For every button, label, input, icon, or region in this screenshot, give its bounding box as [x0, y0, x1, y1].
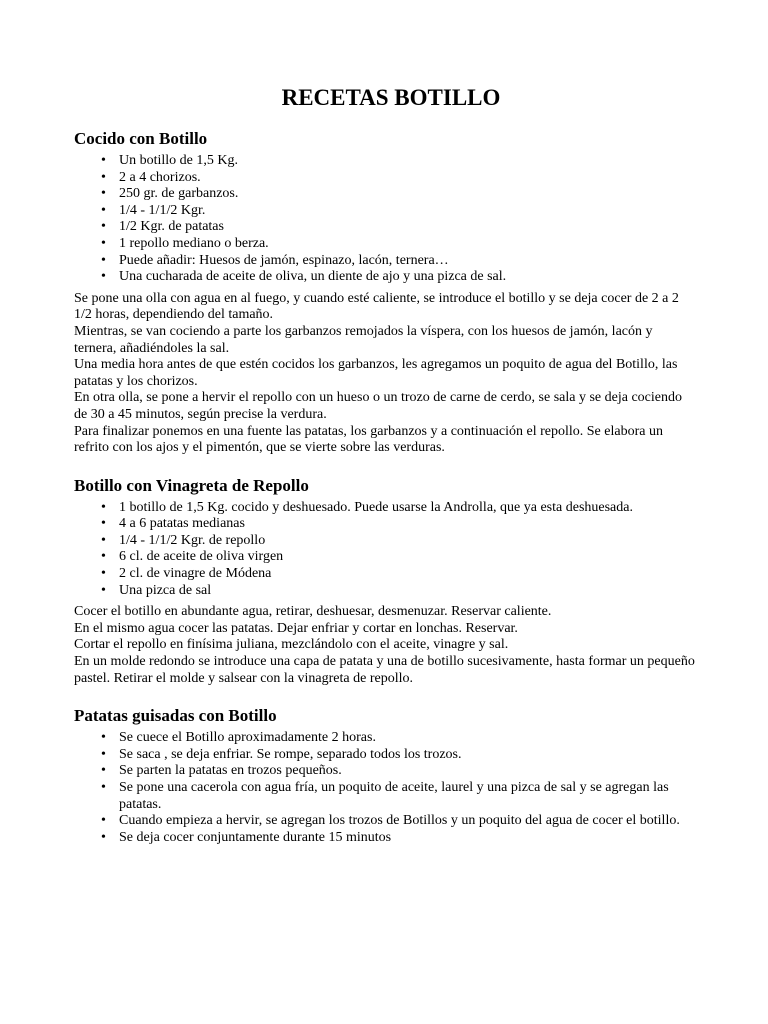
step-paragraph: Se pone una olla con agua en al fuego, y cuando esté caliente, se introduce el botillo y se deja cocer de 2 a 2 1/2 horas, dependiendo del tamaño. [74, 290, 679, 323]
document-page [74, 84, 698, 864]
instruction-item: • Cuando empieza a hervir, se agregan los trozos de Botillos y un poquito del agua de cocer el botillo. [119, 813, 698, 830]
ingredient-item: • 1 botillo de 1,5 Kg. cocido y deshuesado. Puede usarse la Androlla, que ya esta deshuesada. [119, 500, 698, 517]
ingredient-item: • 1 repollo mediano o berza. [119, 236, 698, 253]
recipe-patatas-guisadas [74, 705, 698, 846]
step-paragraph: En un molde redondo se introduce una capa de patata y una de botillo sucesivamente, hasta formar un pequeño pastel. Retirar el molde y salsear con la vinagreta de repollo. [74, 654, 695, 686]
step-paragraph: En otra olla, se pone a hervir el repollo con un hueso o un trozo de carne de cerdo, se sala y se deja cociendo de 30 a 45 minutos, según precise la verdura. [74, 390, 682, 422]
ingredient-item: • Una pizca de sal [119, 583, 698, 600]
instruction-item: • Se cuece el Botillo aproximadamente 2 horas. [119, 730, 698, 747]
ingredient-item: • Una cucharada de aceite de oliva, un diente de ajo y una pizca de sal. [119, 269, 698, 286]
ingredient-item: • 1/2 Kgr. de patatas [119, 219, 698, 236]
instruction-item: • Se parten la patatas en trozos pequeños. [119, 763, 698, 780]
ingredient-item: • 2 a 4 chorizos. [119, 170, 698, 187]
ingredient-item: • 1/4 - 1/1/2 Kgr. de repollo [119, 533, 698, 550]
recipe-heading: Patatas guisadas con Botillo [74, 706, 277, 726]
ingredient-item: • 4 a 6 patatas medianas [119, 516, 698, 533]
recipe-heading: Cocido con Botillo [74, 129, 208, 148]
instruction-item: • Se saca , se deja enfriar. Se rompe, separado todos los trozos. [119, 747, 698, 764]
step-paragraph: Cocer el botillo en abundante agua, retirar, deshuesar, desmenuzar. Reservar caliente. [74, 604, 552, 620]
step-paragraph: En el mismo agua cocer las patatas. Dejar enfriar y cortar en lonchas. Reservar. [74, 620, 518, 636]
document-title: RECETAS BOTILLO [281, 85, 501, 110]
ingredient-item: • 250 gr. de garbanzos. [119, 186, 698, 203]
instruction-item: • Se pone una cacerola con agua fría, un poquito de aceite, laurel y una pizca de sal y se agregan las patatas. [119, 780, 698, 813]
step-paragraph: Para finalizar ponemos en una fuente las patatas, los garbanzos y a continuación el repollo. Se elabora un refrito con los ajos y el pimentón, que se vierte sobre las verduras. [74, 423, 663, 456]
recipe-botillo-con-vinagreta [74, 475, 698, 688]
step-paragraph: Mientras, se van cociendo a parte los garbanzos remojados la víspera, con los huesos de jamón, lacón y ternera, añadiéndoles la sal. [74, 323, 653, 356]
step-paragraph: Cortar el repollo en finísima juliana, mezclándolo con el aceite, vinagre y sal. [74, 637, 509, 653]
ingredient-item: • 6 cl. de aceite de oliva virgen [119, 549, 698, 566]
recipe-cocido-con-botillo [74, 128, 698, 457]
step-paragraph: Una media hora antes de que estén cocidos los garbanzos, les agregamos un poquito de agua del Botillo, las patatas y los chorizos. [74, 357, 678, 389]
ingredient-list [74, 153, 698, 286]
ingredient-item: • Un botillo de 1,5 Kg. [119, 153, 698, 170]
recipe-heading: Botillo con Vinagreta de Repollo [74, 475, 309, 495]
instruction-list [74, 730, 698, 846]
instruction-item: • Se deja cocer conjuntamente durante 15 minutos [119, 830, 698, 847]
ingredient-item: • 2 cl. de vinagre de Módena [119, 566, 698, 583]
ingredient-list [74, 500, 698, 600]
ingredient-item: • Puede añadir: Huesos de jamón, espinazo, lacón, ternera… [119, 253, 698, 270]
ingredient-item: • 1/4 - 1/1/2 Kgr. [119, 203, 698, 220]
